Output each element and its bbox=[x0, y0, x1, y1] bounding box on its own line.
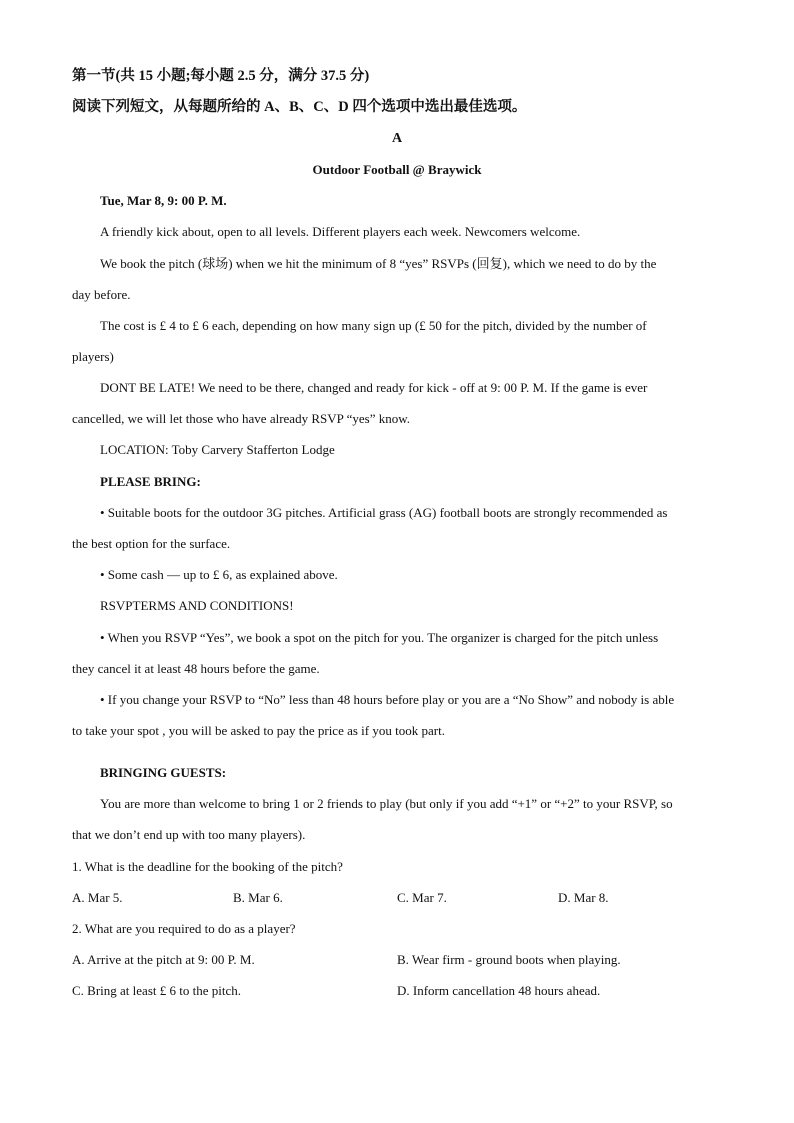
question-2-option-b: B. Wear firm - ground boots when playing. bbox=[397, 952, 621, 967]
paragraph-1: A friendly kick about, open to all levels. Different players each week. Newcomers welcome. bbox=[100, 224, 581, 239]
paragraph-2-line-2: day before. bbox=[72, 287, 131, 302]
event-date-time: Tue, Mar 8, 9: 00 P. M. bbox=[100, 193, 227, 208]
paragraph-2-line-1: We book the pitch (球场) when we hit the minimum of 8 “yes” RSVPs (回复), which we need to do by the bbox=[100, 256, 657, 271]
passage-letter: A bbox=[391, 131, 403, 146]
paragraph-4-line-2: cancelled, we will let those who have already RSVP “yes” know. bbox=[72, 411, 411, 426]
question-2-option-a: A. Arrive at the pitch at 9: 00 P. M. bbox=[72, 952, 255, 967]
guests-line-2: that we don’t end up with too many players). bbox=[72, 827, 306, 842]
instruction-text: 阅读下列短文，从每题所给的 A、B、C、D 四个选项中选出最佳选项。 bbox=[72, 99, 527, 115]
term-1-line-2: they cancel it at least 48 hours before the game. bbox=[72, 661, 320, 676]
bring-item-2: • Some cash — up to £ 6, as explained above. bbox=[100, 567, 338, 582]
paragraph-3-line-1: The cost is £ 4 to £ 6 each, depending on how many sign up (£ 50 for the pitch, divided by the number of bbox=[100, 318, 647, 333]
paragraph-4-line-1: DONT BE LATE! We need to be there, changed and ready for kick - off at 9: 00 P. M. If the game is ever bbox=[100, 380, 648, 395]
terms-heading: RSVPTERMS AND CONDITIONS! bbox=[100, 598, 294, 613]
question-2-option-c: C. Bring at least £ 6 to the pitch. bbox=[72, 983, 241, 998]
term-2-line-1: • If you change your RSVP to “No” less than 48 hours before play or you are a “No Show” and nobody is able bbox=[100, 692, 675, 707]
bringing-guests-heading: BRINGING GUESTS: bbox=[100, 765, 227, 780]
term-1-line-1: • When you RSVP “Yes”, we book a spot on the pitch for you. The organizer is charged for the pitch unless bbox=[100, 630, 659, 645]
passage-title: Outdoor Football @ Braywick bbox=[312, 162, 482, 177]
question-1-option-c: C. Mar 7. bbox=[397, 890, 447, 905]
question-2-option-d: D. Inform cancellation 48 hours ahead. bbox=[397, 983, 601, 998]
bring-item-1-line-1: • Suitable boots for the outdoor 3G pitches. Artificial grass (AG) football boots are strongly recommended as bbox=[100, 505, 668, 520]
paragraph-3-line-2: players) bbox=[72, 349, 114, 364]
guests-line-1: You are more than welcome to bring 1 or 2 friends to play (but only if you add “+1” or “+2” to your RSVP, so bbox=[100, 796, 673, 811]
location-line: LOCATION: Toby Carvery Stafferton Lodge bbox=[100, 442, 335, 457]
question-1-option-d: D. Mar 8. bbox=[558, 890, 609, 905]
question-2-stem: 2. What are you required to do as a player? bbox=[72, 921, 296, 936]
question-1-option-a: A. Mar 5. bbox=[72, 890, 123, 905]
term-2-line-2: to take your spot , you will be asked to pay the price as if you took part. bbox=[72, 723, 445, 738]
please-bring-heading: PLEASE BRING: bbox=[100, 474, 201, 489]
bring-item-1-line-2: the best option for the surface. bbox=[72, 536, 231, 551]
question-1-option-b: B. Mar 6. bbox=[233, 890, 283, 905]
question-1-stem: 1. What is the deadline for the booking of the pitch? bbox=[72, 859, 343, 874]
section-heading: 第一节(共 15 小题;每小题 2.5 分，满分 37.5 分) bbox=[72, 68, 370, 84]
